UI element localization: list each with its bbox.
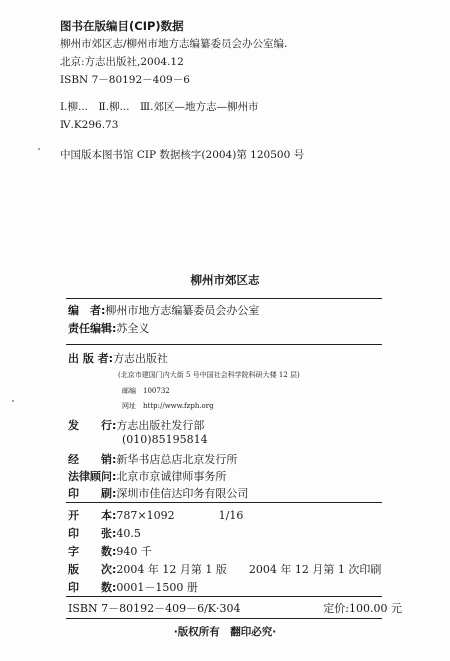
printer-label: 印 刷: [68, 487, 117, 500]
print-sheets-label: 印 张: [68, 527, 117, 540]
legal-counsel-row [68, 468, 226, 484]
legal-counsel-label: 法律顾问: [68, 470, 117, 483]
print-sheets-value: 40.5 [116, 527, 141, 540]
responsible-editor-value: 苏全义 [116, 322, 150, 335]
print-speck [38, 148, 40, 150]
editor-label: 编 者: [68, 304, 106, 317]
book-title: 柳州市郊区志 [190, 273, 260, 287]
edition-value: 2004 年 12 月第 1 版 2004 年 12 月第 1 次印刷 [116, 563, 382, 576]
printer-row [68, 485, 248, 501]
print-run-label: 印 数: [68, 581, 117, 594]
publisher-address: (北京市建国门内大街 5 号中国社会科学院科研大楼 12 层) [118, 371, 300, 379]
divider-rule [66, 618, 382, 619]
cip-line-subjects: Ⅰ.柳... Ⅱ.柳... Ⅲ.郊区—地方志—柳州市 [60, 101, 259, 113]
publisher-website: 网址 http://www.fzph.org [122, 402, 214, 410]
print-run-value: 0001－1500 册 [116, 581, 198, 594]
format-row [68, 507, 243, 523]
format-label: 开 本: [68, 509, 117, 522]
publisher-row [68, 350, 168, 366]
legal-counsel-value: 北京市京诚律师事务所 [116, 470, 227, 483]
price: 定价:100.00 元 [323, 602, 402, 615]
cip-line-publisher: 北京:方志出版社,2004.12 [60, 56, 184, 68]
word-count-label: 字 数: [68, 545, 117, 558]
editor-value: 柳州市地方志编纂委员会办公室 [105, 304, 260, 317]
divider-rule [66, 596, 382, 597]
issuer-label: 发 行: [68, 419, 117, 432]
divider-rule [66, 344, 382, 345]
print-speck [12, 400, 14, 402]
issuer-phone: (010)85195814 [122, 433, 208, 446]
printer-value: 深圳市佳信达印务有限公司 [116, 487, 249, 500]
cip-line-isbn: ISBN 7－80192－409－6 [60, 74, 190, 86]
edition-row [68, 561, 381, 577]
divider-rule [66, 298, 382, 299]
divider-rule [66, 502, 382, 503]
cip-line-classification: Ⅳ.K296.73 [60, 119, 119, 131]
edition-label: 版 次: [68, 563, 117, 576]
format-value: 787×1092 1/16 [116, 509, 244, 522]
print-sheets-row [68, 525, 141, 541]
issuer-value: 方志出版社发行部 [116, 419, 205, 432]
responsible-editor-row [68, 320, 149, 336]
cip-data-number: 中国版本图书馆 CIP 数据核字(2004)第 120500 号 [60, 149, 305, 161]
distributor-label: 经 销: [68, 453, 117, 466]
publisher-label: 出 版 者: [68, 352, 114, 365]
distributor-value: 新华书店总店北京发行所 [116, 453, 238, 466]
print-run-row [68, 579, 198, 595]
isbn-line: ISBN 7－80192－409－6/K·304 [68, 602, 241, 615]
distributor-row [68, 451, 237, 467]
publisher-postcode: 邮编 100732 [122, 387, 170, 395]
copyright-notice: ·版权所有 翻印必究· [173, 626, 277, 638]
responsible-editor-label: 责任编辑: [68, 322, 117, 335]
cip-line-title: 柳州市郊区志/柳州市地方志编纂委员会办公室编. [60, 38, 288, 50]
publisher-value: 方志出版社 [113, 352, 169, 365]
editor-row [68, 302, 259, 318]
word-count-row [68, 543, 152, 559]
issuer-row [68, 417, 204, 433]
word-count-value: 940 千 [116, 545, 152, 558]
cip-title: 图书在版编目(CIP)数据 [60, 19, 184, 33]
